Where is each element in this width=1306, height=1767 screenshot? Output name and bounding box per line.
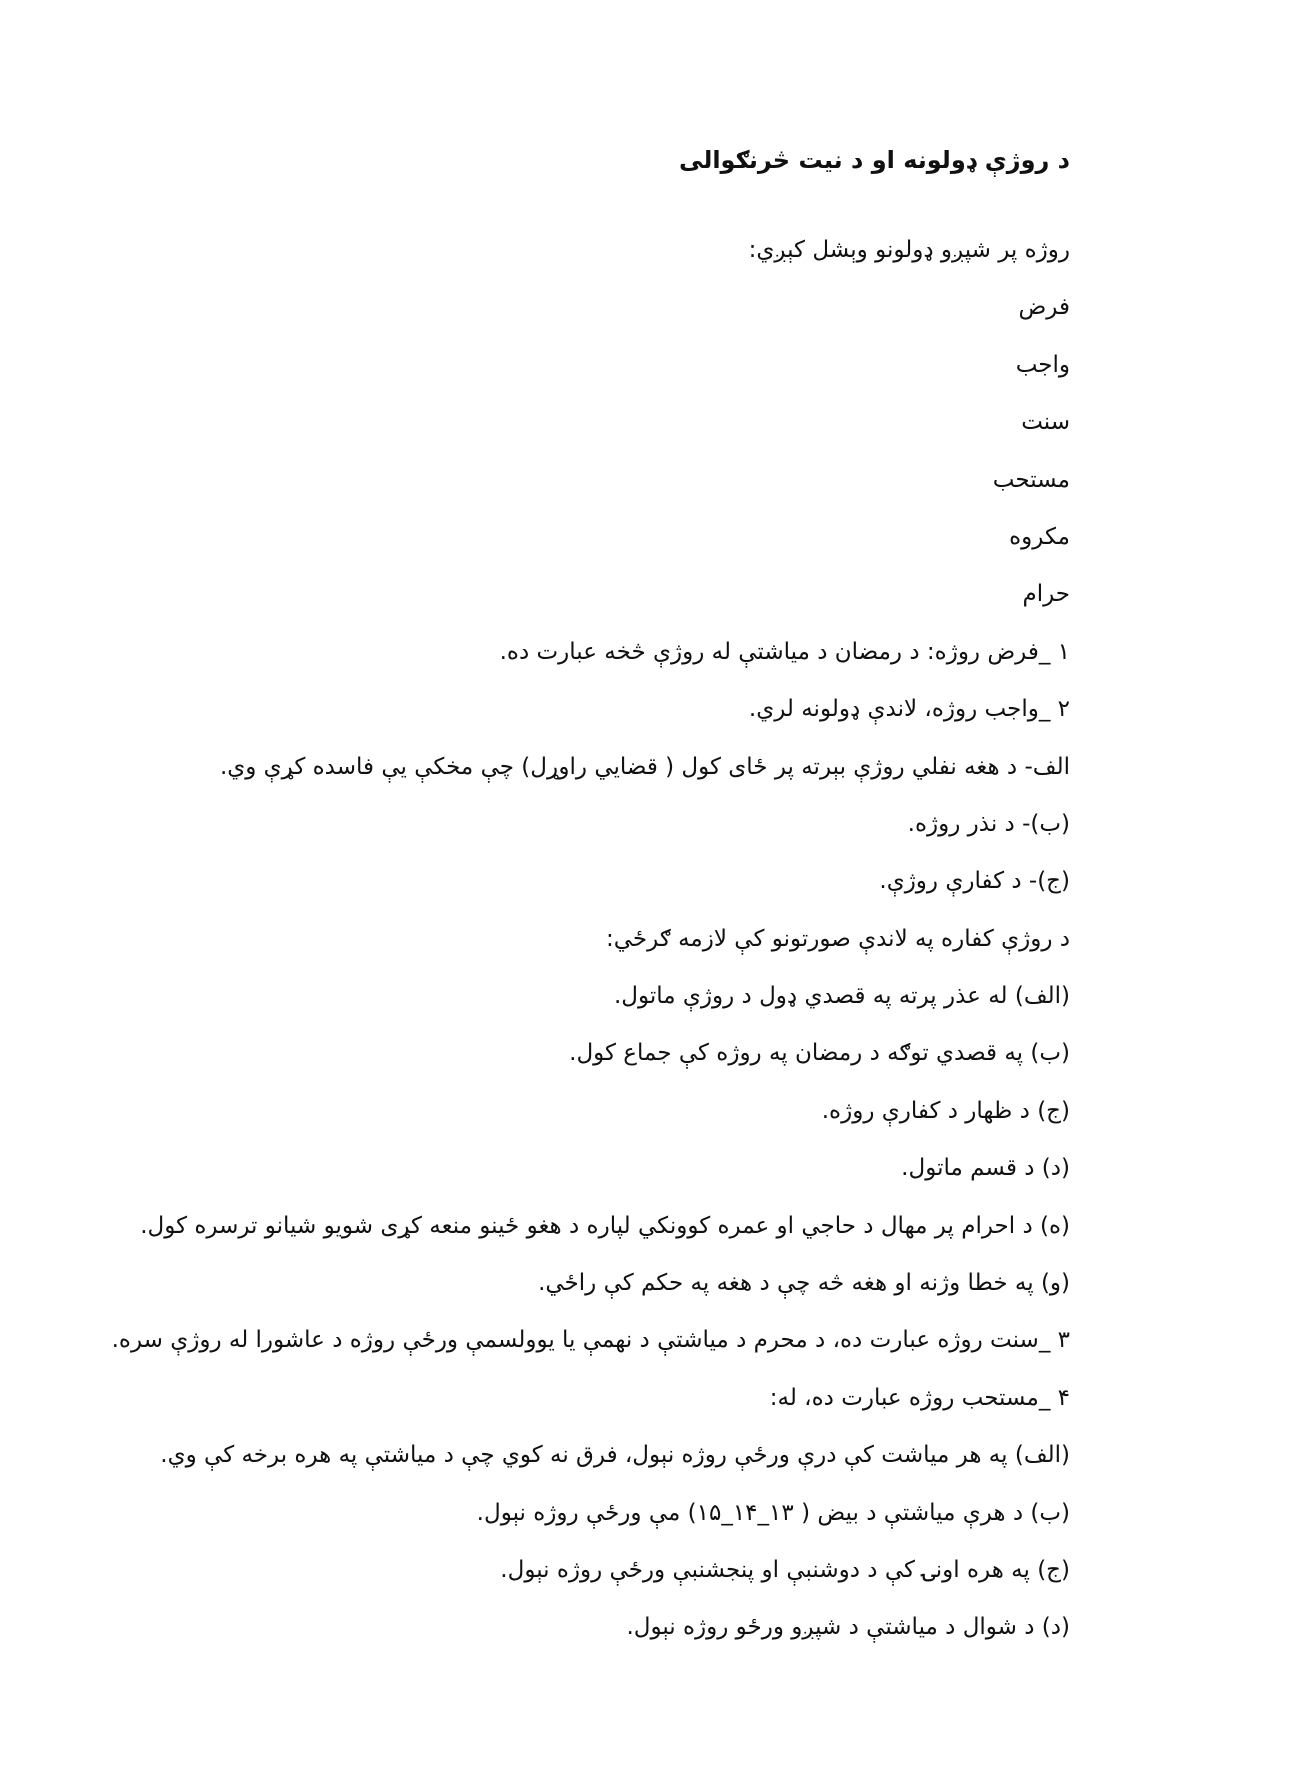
paragraph-line: روژه پر شپږو ډولونو وېشل کېږي: <box>748 237 1070 263</box>
paragraph-line: الف- د هغه نفلي روژې بېرته پر ځای کول ( قضايي راوړل) چې مخکې يې فاسده کړې وي. <box>219 753 1070 780</box>
list-item: واجب <box>1015 351 1070 378</box>
paragraph-line: (الف) په هر میاشت کې درې ورځې روژه نېول، فرق نه کوي چې د میاشتې په هره برخه کې وي. <box>160 1442 1070 1469</box>
paragraph-line: ۴ _مستحب روژه عبارت ده، له: <box>769 1384 1070 1411</box>
paragraph-line: ۱ _فرض روژه: د رمضان د میاشتې له روژې څخه عبارت ده. <box>499 638 1070 665</box>
list-item: مکروه <box>1009 523 1070 550</box>
list-item: حرام <box>1022 581 1070 608</box>
paragraph-line: (ه) د احرام پر مهال د حاجي او عمره کوونکي لپاره د هغو ځینو منعه کړی شویو شیانو ترسره کول. <box>140 1212 1070 1239</box>
paragraph-line: (ج) د ظهار د کفارې روژه. <box>821 1097 1070 1124</box>
paragraph-line: (ب) په قصدي توګه د رمضان په روژه کې جماع کول. <box>569 1040 1070 1067</box>
list-item: فرض <box>1018 294 1070 321</box>
page-title: د روژې ډولونه او د نیت څرنګوالی <box>679 146 1070 174</box>
paragraph-line: (د) د قسم ماتول. <box>901 1155 1070 1182</box>
paragraph-line: (و) په خطا وژنه او هغه څه چې د هغه په حکم کې راځي. <box>538 1270 1070 1297</box>
paragraph-line: ۲ _واجب روژه، لاندې ډولونه لري. <box>748 696 1070 723</box>
paragraph-line: (الف) له عذر پرته په قصدي ډول د روژې ماتول. <box>613 983 1070 1010</box>
paragraph-line: د روژې کفاره په لاندې صورتونو کې لازمه ګرځي: <box>606 925 1070 952</box>
paragraph-line: ۳ _سنت روژه عبارت ده، د محرم د میاشتې د نهمې یا یوولسمې ورځې روژه د عاشورا له روژې سره. <box>111 1327 1070 1354</box>
document-body <box>70 138 1070 1657</box>
paragraph-line: (ب)- د نذر روژه. <box>907 810 1070 837</box>
paragraph-line: (ب) د هرې میاشتې د بيض ( ۱۳_۱۴_۱۵) مې ورځې روژه نېول. <box>476 1499 1070 1526</box>
list-item: سنت <box>1021 409 1070 436</box>
paragraph-line: (د) د شوال د میاشتې د شپږو ورځو روژه نېول. <box>626 1614 1070 1641</box>
list-item: مستحب <box>992 466 1070 493</box>
paragraph-line: (ج) په هره اونۍ کې د دوشنبې او پنجشنبې ورځې روژه نېول. <box>500 1556 1070 1583</box>
paragraph-line: (ج)- د کفارې روژې. <box>879 868 1070 895</box>
